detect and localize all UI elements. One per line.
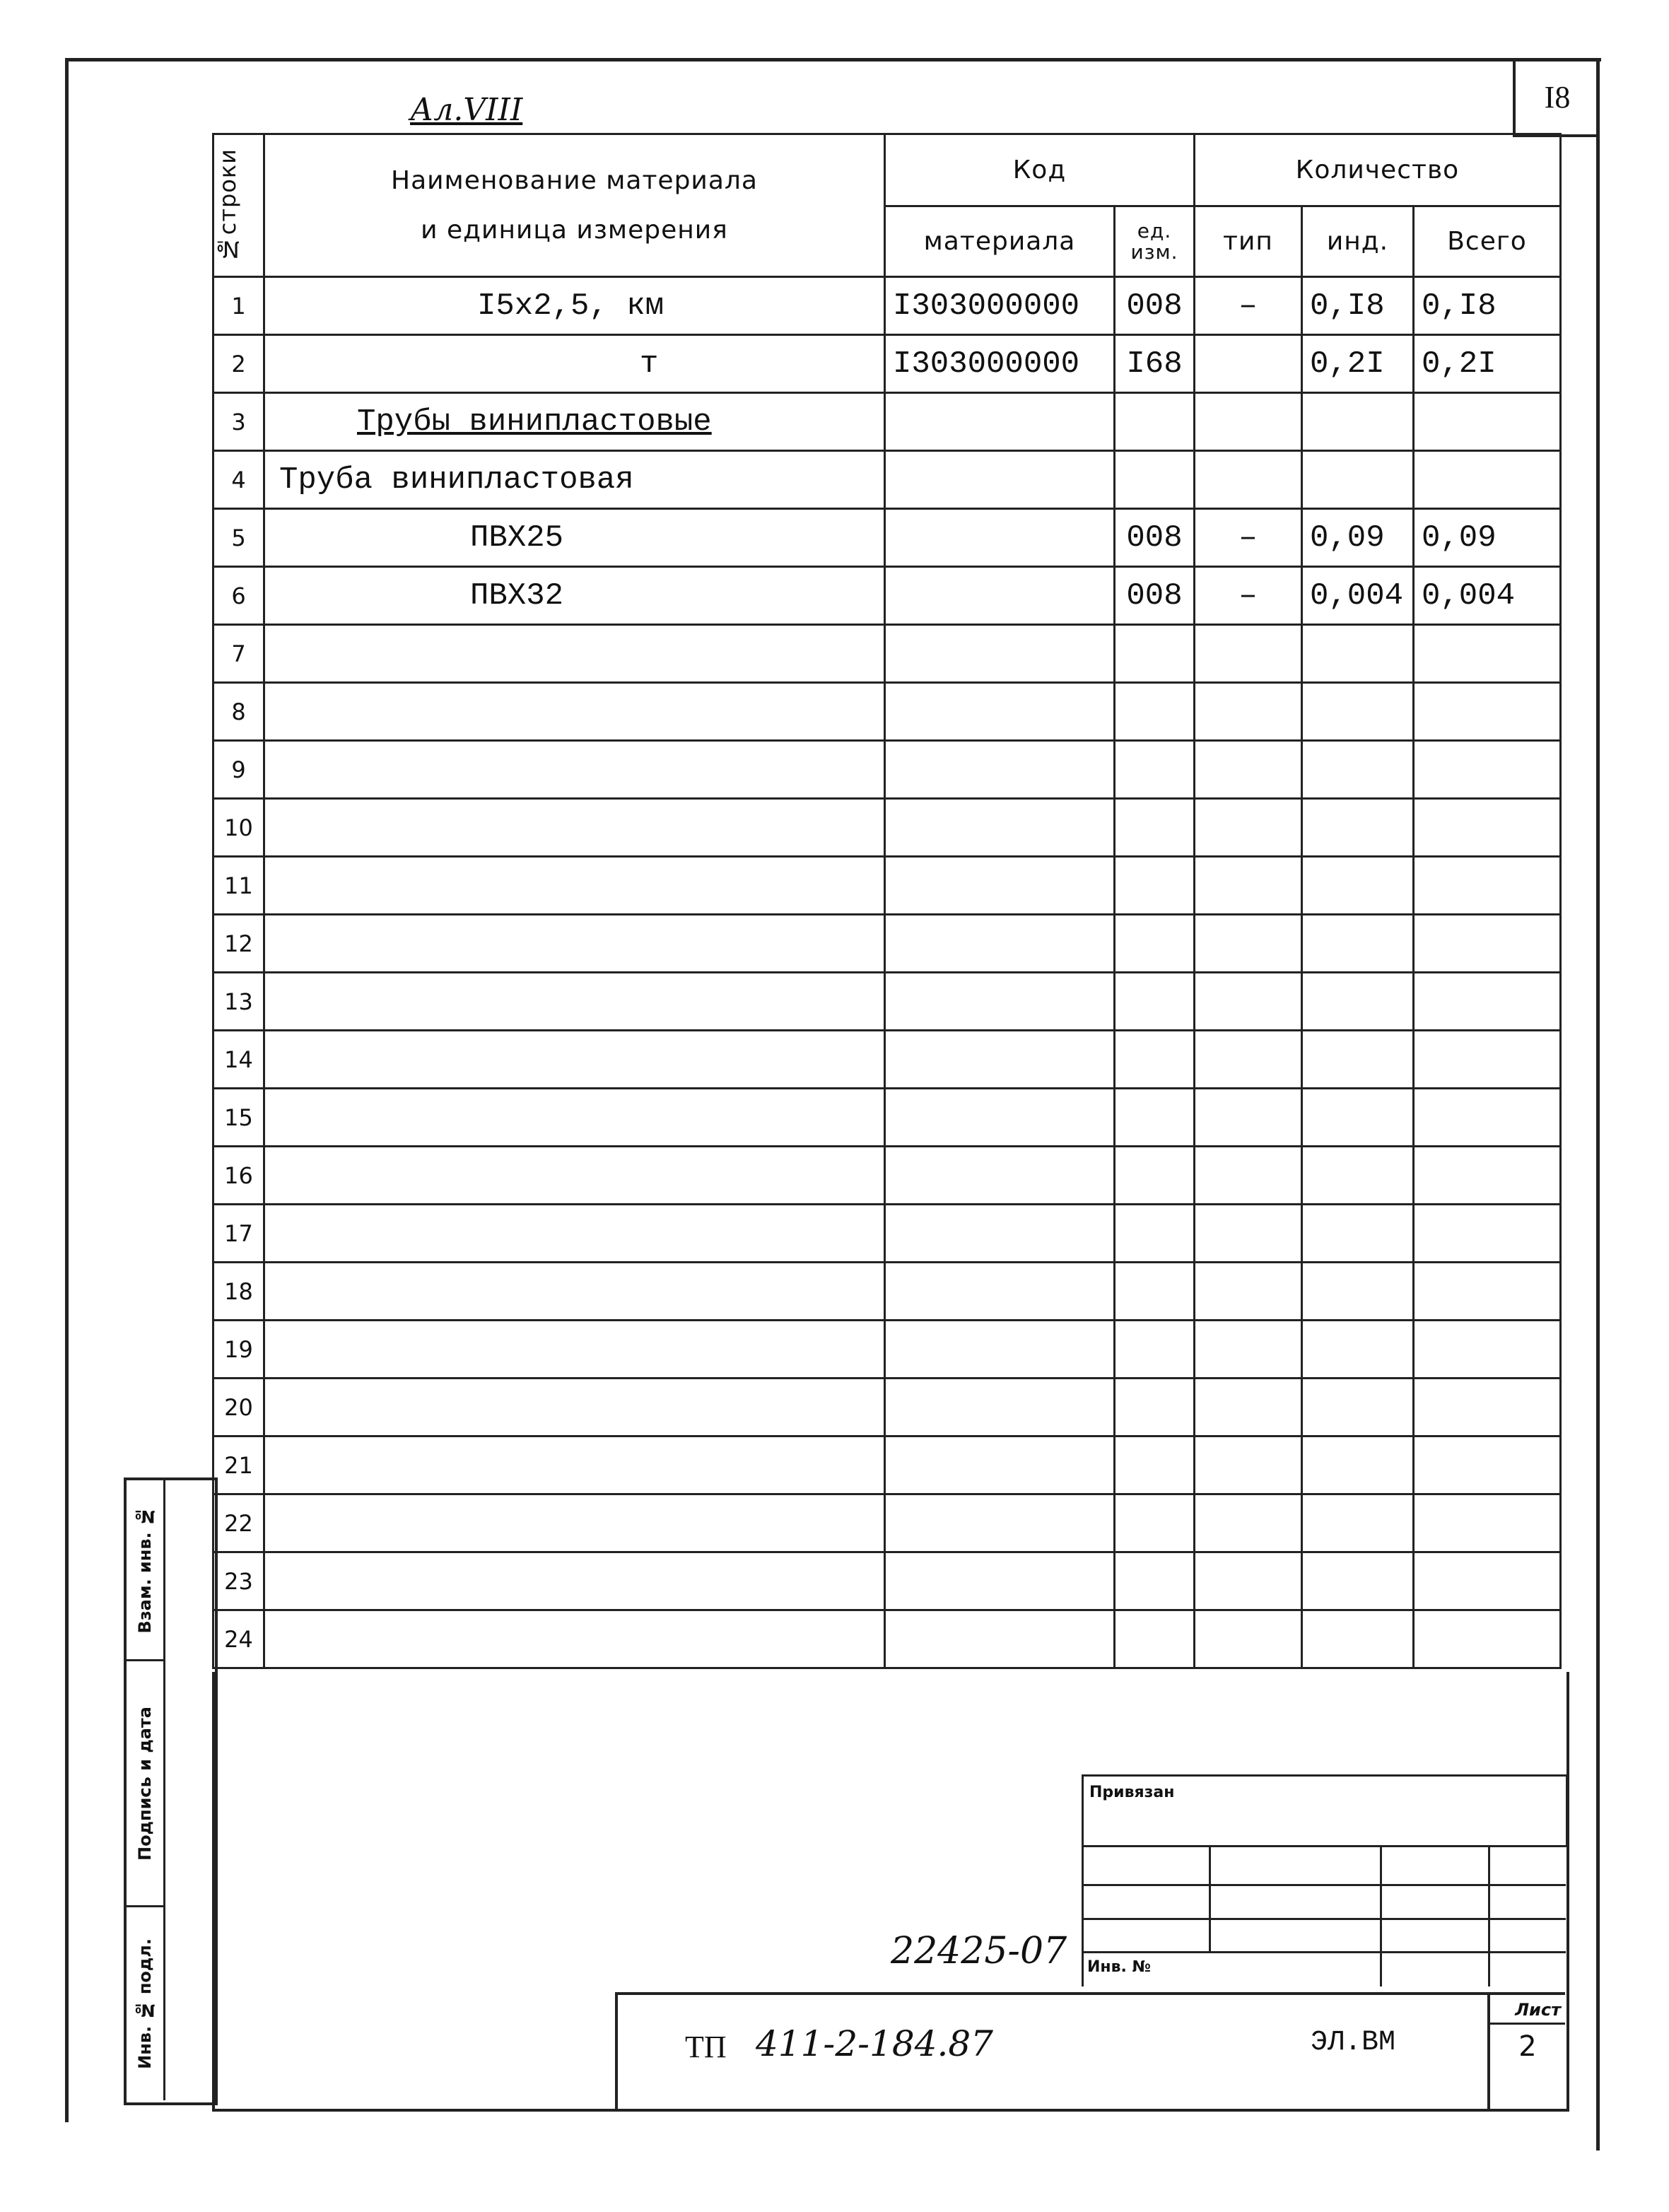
- qty-type: [1195, 1436, 1302, 1494]
- table-row: [213, 1610, 1561, 1668]
- table-row: [213, 335, 1561, 393]
- row-number: 19: [213, 1321, 264, 1379]
- sheet-number: 2: [1518, 2030, 1537, 2063]
- row-number: 5: [213, 509, 264, 567]
- material-name: [264, 1089, 885, 1147]
- qty-total: [1414, 1552, 1561, 1610]
- row-number: 8: [213, 683, 264, 741]
- qty-ind: [1302, 451, 1414, 509]
- qty-ind: [1302, 1494, 1414, 1552]
- row-number: 22: [213, 1494, 264, 1552]
- qty-ind: [1302, 1263, 1414, 1321]
- bound-grid: [1082, 1845, 1566, 1986]
- title-block: [615, 1992, 1565, 2112]
- row-number: 1: [213, 277, 264, 335]
- unit-code: [1115, 1263, 1195, 1321]
- table-row: [213, 683, 1561, 741]
- qty-type: [1195, 451, 1302, 509]
- unit-code: [1115, 393, 1195, 451]
- material-code: [885, 1031, 1115, 1089]
- unit-code: I68: [1115, 335, 1195, 393]
- table-row: [213, 567, 1561, 625]
- unit-code: [1115, 1379, 1195, 1436]
- table-row: [213, 1263, 1561, 1321]
- material-name: [264, 1031, 885, 1089]
- material-code: [885, 799, 1115, 857]
- unit-code: [1115, 741, 1195, 799]
- material-code: [885, 509, 1115, 567]
- row-number: 16: [213, 1147, 264, 1205]
- material-code: [885, 741, 1115, 799]
- unit-code: [1115, 857, 1195, 915]
- row-number: 11: [213, 857, 264, 915]
- qty-total: [1414, 741, 1561, 799]
- row-number: 12: [213, 915, 264, 973]
- table-row: [213, 1494, 1561, 1552]
- table-row: [213, 277, 1561, 335]
- qty-type: [1195, 1552, 1302, 1610]
- table-row: [213, 1205, 1561, 1263]
- row-number: 7: [213, 625, 264, 683]
- qty-ind: [1302, 1379, 1414, 1436]
- material-code: [885, 1321, 1115, 1379]
- material-name: [264, 1610, 885, 1668]
- qty-total: [1414, 915, 1561, 973]
- unit-code: [1115, 915, 1195, 973]
- row-number: 14: [213, 1031, 264, 1089]
- material-name: Труба винипластовая: [264, 451, 885, 509]
- material-code: I303000000: [885, 277, 1115, 335]
- material-name: [264, 741, 885, 799]
- unit-code: [1115, 1552, 1195, 1610]
- row-number: 23: [213, 1552, 264, 1610]
- material-name: [264, 1147, 885, 1205]
- qty-type: [1195, 1610, 1302, 1668]
- material-code: [885, 1089, 1115, 1147]
- frame-top-line: [67, 58, 1601, 62]
- material-name: [264, 799, 885, 857]
- table-row: [213, 1436, 1561, 1494]
- qty-type: [1195, 799, 1302, 857]
- table-row: [213, 1321, 1561, 1379]
- table-row: [213, 451, 1561, 509]
- unit-code: [1115, 1494, 1195, 1552]
- qty-total: [1414, 1436, 1561, 1494]
- side-sign-date: Подпись и дата: [127, 1661, 165, 1907]
- table-row: [213, 393, 1561, 451]
- sheet-label: Лист: [1490, 1995, 1565, 2025]
- qty-total: [1414, 1610, 1561, 1668]
- material-code: [885, 1263, 1115, 1321]
- material-name: [264, 1436, 885, 1494]
- qty-type: [1195, 1147, 1302, 1205]
- row-number: 2: [213, 335, 264, 393]
- qty-type: [1195, 1089, 1302, 1147]
- qty-ind: [1302, 1089, 1414, 1147]
- row-number: 4: [213, 451, 264, 509]
- header-code-material: материала: [885, 206, 1115, 277]
- bound-label: Привязан: [1089, 1784, 1175, 1801]
- material-name: [264, 1379, 885, 1436]
- unit-code: [1115, 1147, 1195, 1205]
- qty-type: [1195, 625, 1302, 683]
- row-number: 10: [213, 799, 264, 857]
- frame-left-line: [65, 58, 69, 2122]
- qty-ind: 0,I8: [1302, 277, 1414, 335]
- qty-type: –: [1195, 277, 1302, 335]
- qty-total: [1414, 1089, 1561, 1147]
- qty-ind: [1302, 915, 1414, 973]
- qty-type: [1195, 335, 1302, 393]
- qty-ind: 0,004: [1302, 567, 1414, 625]
- table-row: [213, 973, 1561, 1031]
- unit-code: [1115, 1436, 1195, 1494]
- material-code: [885, 625, 1115, 683]
- qty-ind: [1302, 741, 1414, 799]
- section-code: ЭЛ.ВМ: [1311, 2027, 1396, 2059]
- material-name: [264, 1552, 885, 1610]
- table-row: [213, 799, 1561, 857]
- header-quantity: Количество: [1195, 134, 1561, 206]
- side-replace-inv: Взам. инв. №: [127, 1480, 165, 1661]
- material-code: [885, 1552, 1115, 1610]
- unit-code: [1115, 625, 1195, 683]
- material-name: [264, 1205, 885, 1263]
- material-code: [885, 683, 1115, 741]
- page-number: I8: [1513, 59, 1599, 137]
- material-name: [264, 973, 885, 1031]
- material-code: [885, 1610, 1115, 1668]
- qty-type: [1195, 915, 1302, 973]
- qty-total: [1414, 393, 1561, 451]
- qty-total: [1414, 1379, 1561, 1436]
- material-code: [885, 1147, 1115, 1205]
- qty-total: [1414, 973, 1561, 1031]
- material-code: [885, 1436, 1115, 1494]
- qty-type: [1195, 1205, 1302, 1263]
- header-row-number: №строки: [213, 134, 264, 277]
- inv-no-label: Инв. №: [1087, 1958, 1152, 1976]
- material-code: [885, 567, 1115, 625]
- qty-type: [1195, 857, 1302, 915]
- row-number: 6: [213, 567, 264, 625]
- unit-code: 008: [1115, 277, 1195, 335]
- unit-code: [1115, 1205, 1195, 1263]
- row-number: 3: [213, 393, 264, 451]
- material-name: т: [264, 335, 885, 393]
- material-name: [264, 1263, 885, 1321]
- qty-total: [1414, 1205, 1561, 1263]
- qty-ind: [1302, 1552, 1414, 1610]
- row-number: 17: [213, 1205, 264, 1263]
- material-name: [264, 857, 885, 915]
- table-row: [213, 1379, 1561, 1436]
- qty-type: [1195, 741, 1302, 799]
- qty-total: [1414, 1031, 1561, 1089]
- table-row: [213, 857, 1561, 915]
- qty-total: 0,2I: [1414, 335, 1561, 393]
- row-number: 18: [213, 1263, 264, 1321]
- qty-type: –: [1195, 509, 1302, 567]
- qty-ind: [1302, 393, 1414, 451]
- material-code: I303000000: [885, 335, 1115, 393]
- album-mark: Ал.VIII: [410, 92, 523, 128]
- bound-block: [1082, 1774, 1568, 1847]
- qty-type: [1195, 1379, 1302, 1436]
- table-row: [213, 509, 1561, 567]
- materials-table: [212, 133, 1562, 1669]
- material-code: [885, 451, 1115, 509]
- qty-ind: 0,2I: [1302, 335, 1414, 393]
- side-inv-orig: Инв. № подл.: [127, 1907, 165, 2100]
- qty-ind: [1302, 1205, 1414, 1263]
- unit-code: [1115, 799, 1195, 857]
- qty-total: [1414, 799, 1561, 857]
- material-code: [885, 1205, 1115, 1263]
- project-prefix: ТП: [685, 2030, 727, 2064]
- material-name: ПВХ32: [264, 567, 885, 625]
- qty-total: [1414, 1494, 1561, 1552]
- qty-ind: [1302, 1031, 1414, 1089]
- qty-total: [1414, 1147, 1561, 1205]
- qty-ind: [1302, 799, 1414, 857]
- unit-code: [1115, 1031, 1195, 1089]
- side-stamp: [124, 1477, 218, 2105]
- qty-ind: [1302, 1321, 1414, 1379]
- header-qty-total: Всего: [1414, 206, 1561, 277]
- qty-total: 0,004: [1414, 567, 1561, 625]
- unit-code: [1115, 973, 1195, 1031]
- row-number: 24: [213, 1610, 264, 1668]
- project-code: 411-2-184.87: [756, 2023, 993, 2064]
- qty-ind: [1302, 625, 1414, 683]
- header-code-unit: ед. изм.: [1115, 206, 1195, 277]
- material-name: [264, 915, 885, 973]
- header-qty-type: тип: [1195, 206, 1302, 277]
- qty-type: [1195, 1263, 1302, 1321]
- unit-code: [1115, 1089, 1195, 1147]
- material-code: [885, 857, 1115, 915]
- table-row: [213, 915, 1561, 973]
- qty-type: [1195, 1494, 1302, 1552]
- qty-total: [1414, 451, 1561, 509]
- row-number: 13: [213, 973, 264, 1031]
- material-name: Трубы винипластовые: [264, 393, 885, 451]
- material-code: [885, 973, 1115, 1031]
- table-row: [213, 741, 1561, 799]
- qty-total: [1414, 683, 1561, 741]
- row-number: 9: [213, 741, 264, 799]
- unit-code: [1115, 1610, 1195, 1668]
- header-name: Наименование материала и единица измерения: [264, 134, 885, 277]
- table-row: [213, 1552, 1561, 1610]
- qty-ind: [1302, 1147, 1414, 1205]
- material-code: [885, 915, 1115, 973]
- table-row: [213, 625, 1561, 683]
- material-name: I5x2,5, км: [264, 277, 885, 335]
- unit-code: [1115, 1321, 1195, 1379]
- qty-total: 0,09: [1414, 509, 1561, 567]
- qty-type: [1195, 1321, 1302, 1379]
- qty-total: 0,I8: [1414, 277, 1561, 335]
- frame-right-line: [1596, 58, 1600, 2150]
- qty-total: [1414, 1263, 1561, 1321]
- qty-ind: [1302, 683, 1414, 741]
- table-row: [213, 1089, 1561, 1147]
- material-code: [885, 393, 1115, 451]
- header-code: Код: [885, 134, 1195, 206]
- qty-ind: [1302, 973, 1414, 1031]
- qty-total: [1414, 857, 1561, 915]
- row-number: 21: [213, 1436, 264, 1494]
- unit-code: [1115, 451, 1195, 509]
- qty-total: [1414, 625, 1561, 683]
- row-number: 15: [213, 1089, 264, 1147]
- row-number: 20: [213, 1379, 264, 1436]
- qty-ind: [1302, 1610, 1414, 1668]
- table-row: [213, 1031, 1561, 1089]
- qty-total: [1414, 1321, 1561, 1379]
- handwritten-number: 22425-07: [891, 1930, 1067, 1972]
- qty-type: [1195, 683, 1302, 741]
- sheet-cell: [1487, 1995, 1565, 2109]
- material-name: [264, 1494, 885, 1552]
- material-code: [885, 1379, 1115, 1436]
- qty-type: [1195, 393, 1302, 451]
- qty-ind: [1302, 1436, 1414, 1494]
- material-name: [264, 683, 885, 741]
- header-qty-ind: инд.: [1302, 206, 1414, 277]
- qty-type: [1195, 1031, 1302, 1089]
- unit-code: 008: [1115, 509, 1195, 567]
- table-row: [213, 1147, 1561, 1205]
- qty-ind: 0,09: [1302, 509, 1414, 567]
- material-name: [264, 1321, 885, 1379]
- material-name: ПВХ25: [264, 509, 885, 567]
- qty-ind: [1302, 857, 1414, 915]
- unit-code: 008: [1115, 567, 1195, 625]
- unit-code: [1115, 683, 1195, 741]
- qty-type: [1195, 973, 1302, 1031]
- material-code: [885, 1494, 1115, 1552]
- material-name: [264, 625, 885, 683]
- qty-type: –: [1195, 567, 1302, 625]
